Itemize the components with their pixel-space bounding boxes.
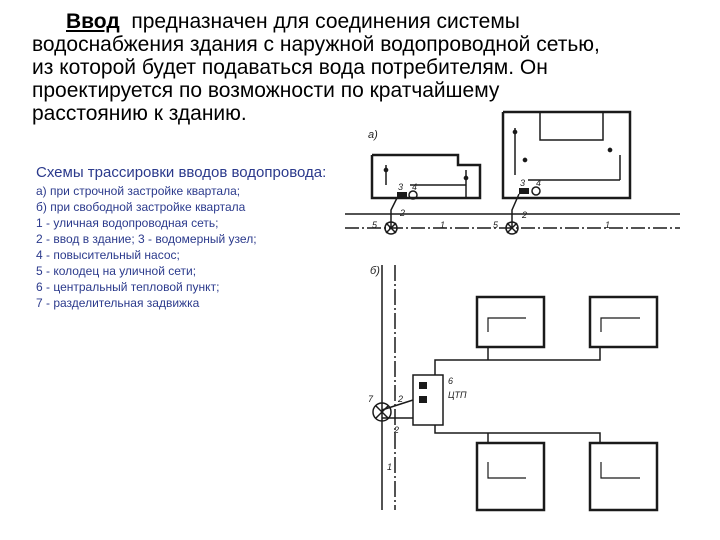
num-7: 7 — [368, 394, 374, 404]
pipe-b4 — [601, 462, 640, 478]
ctp-meter — [419, 382, 427, 389]
intro-line-5: расстоянию к зданию. — [32, 102, 247, 125]
num-1-b: 1 — [387, 462, 393, 472]
fixture-dot — [464, 176, 467, 179]
network-top — [435, 347, 600, 375]
ctp-meter — [419, 396, 427, 403]
num-3-a2: 3 — [520, 178, 526, 188]
num-5-a2: 5 — [493, 220, 499, 230]
label-b: б) — [370, 265, 380, 277]
caption-line-a: а) при строчной застройке квартала; — [36, 184, 241, 198]
intro-line-3: из которой будет подаваться вода потребителям. Он — [32, 56, 548, 79]
fixture-dot — [513, 130, 516, 133]
caption-line-5: 5 - колодец на уличной сети; — [36, 264, 197, 278]
caption-line-b: б) при свободной застройке квартала — [36, 200, 246, 214]
ctp-label: ЦТП — [448, 390, 467, 400]
scheme-a — [345, 112, 680, 234]
building-b2 — [590, 297, 657, 347]
num-5-a1: 5 — [372, 220, 378, 230]
label-a: а) — [368, 129, 378, 141]
num-1-a2: 1 — [605, 220, 611, 230]
num-4-a2: 4 — [536, 178, 542, 188]
num-2-b1: 2 — [398, 394, 404, 404]
fixture-dot — [608, 148, 611, 151]
num-2-a1: 2 — [400, 208, 406, 218]
caption-line-1: 1 - уличная водопроводная сеть; — [36, 216, 219, 230]
building-b3 — [477, 443, 544, 510]
pipe-b3 — [488, 462, 526, 478]
caption-line-7: 7 - разделительная задвижка — [36, 296, 200, 310]
ctp-building — [413, 375, 443, 425]
pipe-b1 — [488, 318, 526, 332]
num-6: 6 — [448, 376, 454, 386]
intro-line-1-rest: предназначен для соединения системы — [119, 10, 520, 33]
caption-title: Схемы трассировки вводов водопровода: — [36, 164, 327, 181]
scheme-b — [368, 265, 657, 510]
intro-term: Ввод — [66, 10, 120, 33]
meter-unit — [397, 192, 407, 198]
num-3-a1: 3 — [398, 182, 404, 192]
pipe-b2 — [601, 318, 640, 332]
num-1-a1: 1 — [440, 220, 446, 230]
building-b1 — [477, 297, 544, 347]
building-b4 — [590, 443, 657, 510]
pump-icon — [532, 187, 540, 195]
intro-line-4: проектируется по возможности по кратчайшему — [32, 79, 500, 102]
fixture-dot — [523, 158, 526, 161]
fixture-dot — [384, 168, 387, 171]
building-a1 — [372, 155, 480, 198]
meter-unit — [519, 188, 529, 194]
caption-line-4: 4 - повысительный насос; — [36, 248, 180, 262]
caption-line-6: 6 - центральный тепловой пункт; — [36, 280, 220, 294]
num-2-a2: 2 — [522, 210, 528, 220]
caption-line-2-3: 2 - ввод в здание; 3 - водомерный узел; — [36, 232, 257, 246]
intro-line-2: водоснабжения здания с наружной водопроводной сетью, — [32, 33, 600, 56]
num-4-a1: 4 — [412, 182, 418, 192]
building-a2-notch — [540, 112, 603, 140]
num-2-b2: 2 — [394, 425, 400, 435]
network-bottom — [435, 425, 600, 443]
